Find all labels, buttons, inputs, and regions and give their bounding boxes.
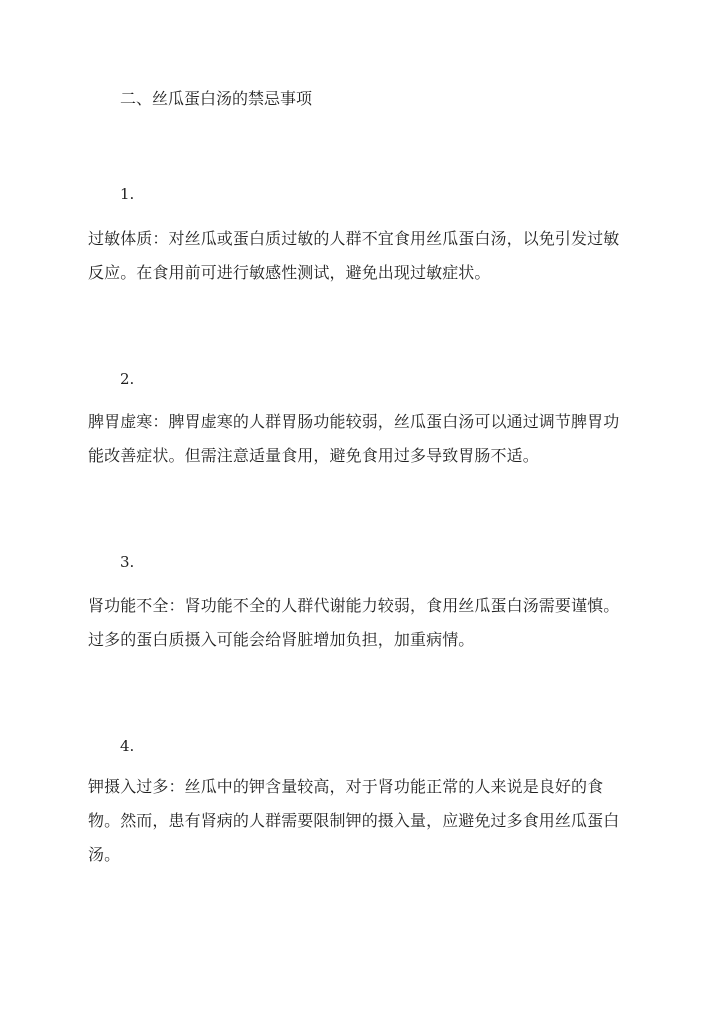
item-number: 4. — [120, 737, 135, 755]
section-heading: 二、丝瓜蛋白汤的禁忌事项 — [120, 89, 313, 108]
item-paragraph: 肾功能不全：肾功能不全的人群代谢能力较弱，食用丝瓜蛋白汤需要谨慎。过多的蛋白质摄入可能会给肾脏增加负担，加重病情。 — [88, 596, 620, 649]
item-paragraph: 过敏体质：对丝瓜或蛋白质过敏的人群不宜食用丝瓜蛋白汤，以免引发过敏反应。在食用前可进行敏感性测试，避免出现过敏症状。 — [88, 229, 620, 282]
item-paragraph: 钾摄入过多：丝瓜中的钾含量较高，对于肾功能正常的人来说是良好的食物。然而，患有肾病的人群需要限制钾的摄入量，应避免过多食用丝瓜蛋白汤。 — [88, 777, 620, 864]
item-paragraph: 脾胃虚寒：脾胃虚寒的人群胃肠功能较弱，丝瓜蛋白汤可以通过调节脾胃功能改善症状。但需注意适量食用，避免食用过多导致胃肠不适。 — [88, 412, 620, 465]
item-number: 1. — [120, 185, 135, 203]
item-number: 2. — [120, 370, 135, 388]
item-number: 3. — [120, 553, 135, 571]
